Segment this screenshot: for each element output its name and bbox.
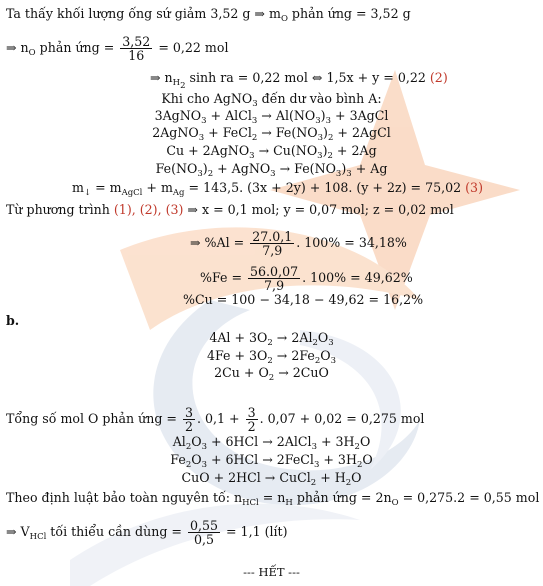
- fraction-fe: $\frac{56.0,07}{7,9}$: [250, 264, 299, 293]
- equation-alcl3: 3AgNO$_3$ + AlCl$_3$ → $Al(NO_3)_3$ + 3AgCl: [154, 108, 389, 126]
- end-marker: --- HẾT ---: [243, 565, 300, 579]
- volume-hcl-line: ⇒ $V_{HCl}$ tối thiểu cần dùng = $\frac{0,55}{0,5}$ = 1,1 (lít): [6, 518, 288, 547]
- fraction-o: $\frac{3,52}{16}$: [122, 34, 151, 63]
- moles-o-line: ⇒ $n_O$ phản ứng = $\frac{3,52}{16}$ = 0,22 mol: [6, 34, 229, 63]
- part-b-label: b.: [6, 313, 20, 328]
- oxidation-cu: $2Cu + O_2 \to 2CuO$: [214, 365, 329, 383]
- fraction-al: $\frac{27.0,1}{7,9}$: [252, 229, 293, 258]
- conservation-line: Theo định luật bảo toàn nguyên tố: $n_{HCl} = n_H$ phản ứng = $2n_O = 0,275.2 = 0,55$ mol: [6, 490, 540, 508]
- equation-fe-no3: $Fe(NO_3)_2$ + AgNO$_3$ → $Fe(NO_3)_3 + Ag$: [155, 161, 388, 179]
- oxidation-al: $4Al + 3O_2 \to 2Al_2O_3$: [209, 330, 334, 348]
- fraction-3-2-a: $\frac{3}{2}$: [184, 405, 193, 434]
- agno3-intro-line: Khi cho AgNO$_3$ đến dư vào bình A:: [161, 91, 382, 109]
- solve-system-line: Từ phương trình (1), (2), (3) ⇒ x = 0,1 mol; y = 0,07 mol; z = 0,02 mol: [6, 202, 454, 217]
- equation-fecl2: 2AgNO$_3$ + FeCl$_2$ → $Fe(NO_3)_2$ + 2AgCl: [152, 125, 391, 143]
- equation-cu: Cu + 2AgNO$_3$ → $Cu(NO_3)_2 + 2Ag$: [166, 143, 377, 161]
- total-moles-o-line: Tổng số mol O phản ứng = $\frac{3}{2}$ . 0,1 + $\frac{3}{2}$ . 0,07 + 0,02 = 0,275 mol: [6, 405, 425, 434]
- hcl-fe2o3: $Fe_2O_3 + 6HCl$ → 2FeCl$_3$ + $3H_2O$: [170, 452, 373, 470]
- percent-al-line: ⇒ %Al = $\frac{27.0,1}{7,9}$ . 100% = 34,18%: [190, 229, 407, 258]
- percent-fe-line: %Fe = $\frac{56.0,07}{7,9}$ . 100% = 49,62%: [200, 264, 413, 293]
- percent-cu-line: %Cu = 100 − 34,18 − 49,62 = 16,2%: [183, 292, 424, 307]
- mass-decrease-line: Ta thấy khối lượng ống sứ giảm 3,52 g ⇒ $m_O$ phản ứng = 3,52 g: [6, 6, 411, 24]
- fraction-3-2-b: $\frac{3}{2}$: [247, 405, 256, 434]
- fraction-volume: $\frac{0,55}{0,5}$: [189, 518, 218, 547]
- hcl-cuo: CuO + 2HCl → CuCl$_2$ + $H_2O$: [181, 470, 362, 488]
- precipitate-mass-line: $m_↓ = m_{AgCl} + m_{Ag} = 143,5$. (3x + 2y) + 108. (y + 2z) = 75,02 (3): [72, 180, 483, 198]
- moles-h2-line: ⇒ $n_{H_2}$ sinh ra = 0,22 mol ⇔ 1,5x + y = 0,22 (2): [150, 70, 448, 91]
- hcl-al2o3: $Al_2O_3 + 6HCl$ → 2AlCl$_3$ + $3H_2O$: [172, 434, 371, 452]
- oxidation-fe: $4Fe + 3O_2 \to 2Fe_2O_3$: [206, 348, 337, 366]
